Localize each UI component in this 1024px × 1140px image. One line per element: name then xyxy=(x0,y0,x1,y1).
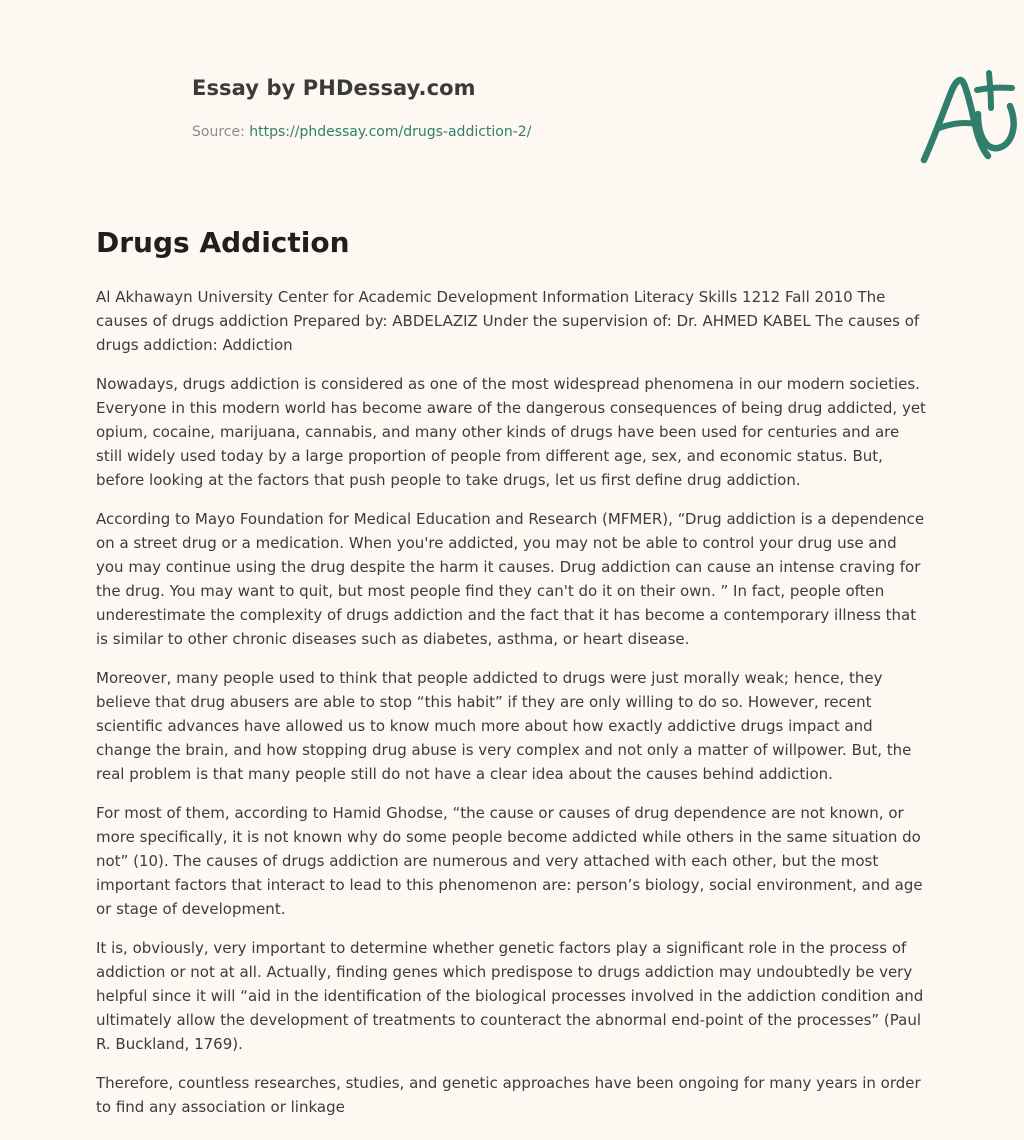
essay-paragraph: Nowadays, drugs addiction is considered as one of the most widespread phenomena in our modern societies. Everyone in this modern world has become aware of the dangerous consequences of being drug addicted, yet opium, cocaine, marijuana, cannabis, and many other kinds of drugs have been used for centuries and are still widely used today by a large proportion of people from different age, sex, and economic status. But, before looking at the factors that push people to take drugs, let us first define drug addiction. xyxy=(96,375,926,489)
header xyxy=(96,0,928,200)
source-line xyxy=(192,124,531,140)
essay-body xyxy=(96,285,926,1134)
essay-paragraph: Al Akhawayn University Center for Academic Development Information Literacy Skills 1212 Fall 2010 The causes of drugs addiction Prepared by: ABDELAZIZ Under the supervision of: Dr. AHMED KABEL The causes of drugs addiction: Addiction xyxy=(96,288,920,354)
source-link[interactable]: https://phdessay.com/drugs-addiction-2/ xyxy=(249,124,532,140)
essay-paragraph: Therefore, countless researches, studies, and genetic approaches have been ongoing for many years in order to find any association or linkage xyxy=(96,1074,921,1116)
essay-paragraph: Moreover, many people used to think that people addicted to drugs were just morally weak; hence, they believe that drug abusers are able to stop “this habit” if they are only willing to do so. However, recent scientific advances have allowed us to know much more about how exactly addictive drugs impact and change the brain, and how stopping drug abuse is very complex and not only a matter of willpower. But, the real problem is that many people still do not have a clear idea about the causes behind addiction. xyxy=(96,669,912,783)
a-plus-logo-icon xyxy=(916,66,1024,166)
essay-paragraph: It is, obviously, very important to determine whether genetic factors play a significant role in the process of addiction or not at all. Actually, finding genes which predispose to drugs addiction may undoubtedly be very helpful since it will “aid in the identification of the biological processes involved in the addiction condition and ultimately allow the development of treatments to counteract the abnormal end-point of the processes” (Paul R. Buckland, 1769). xyxy=(96,939,924,1053)
source-label: Source: xyxy=(192,124,245,140)
site-title: Essay by PHDessay.com xyxy=(192,76,476,100)
essay-paragraph: For most of them, according to Hamid Ghodse, “the cause or causes of drug dependence are not known, or more specifically, it is not known why do some people become addicted while others in the same situation do not” (10). The causes of drugs addiction are numerous and very attached with each other, but the most important factors that interact to lead to this phenomenon are: person’s biology, social environment, and age or stage of development. xyxy=(96,804,923,918)
essay-title: Drugs Addiction xyxy=(96,226,350,259)
essay-paragraph: According to Mayo Foundation for Medical Education and Research (MFMER), “Drug addiction is a dependence on a street drug or a medication. When you're addicted, you may not be able to control your drug use and you may continue using the drug despite the harm it causes. Drug addiction can cause an intense craving for the drug. You may want to quit, but most people find they can't do it on their own. ” In fact, people often underestimate the complexity of drugs addiction and the fact that it has become a contemporary illness that is similar to other chronic diseases such as diabetes, asthma, or heart disease. xyxy=(96,510,925,648)
